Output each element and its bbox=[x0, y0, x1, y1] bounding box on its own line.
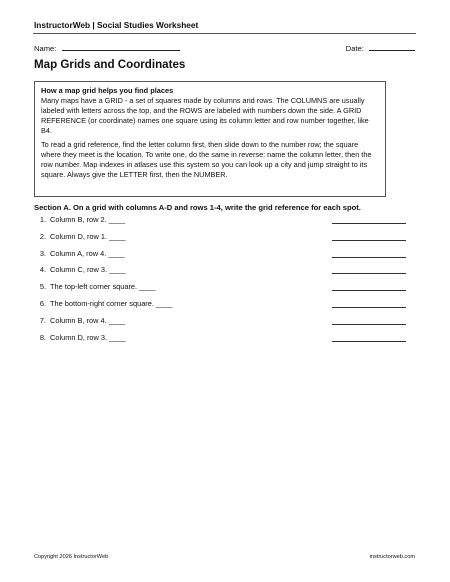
answer-blank[interactable] bbox=[332, 273, 406, 274]
question-item bbox=[36, 248, 406, 260]
answer-blank[interactable] bbox=[332, 341, 406, 342]
name-label: Name: bbox=[34, 44, 57, 53]
header-divider bbox=[33, 33, 416, 34]
question-number: 5. bbox=[39, 282, 46, 291]
question-number: 2. bbox=[39, 232, 46, 241]
date-field bbox=[346, 42, 415, 53]
question-number: 1. bbox=[39, 215, 46, 224]
answer-blank[interactable] bbox=[332, 307, 406, 308]
section-a-heading: Section A. On a grid with columns A-D and rows 1-4, write the grid reference for each spot. bbox=[34, 203, 361, 212]
question-item bbox=[36, 214, 406, 226]
question-text: Column C, row 3. ____ bbox=[50, 265, 126, 274]
info-paragraph: To read a grid reference, find the letter column first, then slide down to the number row; the square where they meet is the location. To write one, do the same in reverse: name the column letter, then the row number. Map indexes in atlases use this system so you can look up a city and jump straight to its square. Always give the LETTER first, then the NUMBER. bbox=[41, 140, 372, 179]
question-number: 8. bbox=[39, 333, 46, 342]
question-item bbox=[36, 332, 406, 344]
date-label: Date: bbox=[345, 44, 364, 53]
question-number: 7. bbox=[39, 316, 46, 325]
date-blank[interactable] bbox=[369, 42, 415, 51]
info-heading: How a map grid helps you find places bbox=[41, 86, 174, 95]
answer-blank[interactable] bbox=[332, 324, 406, 325]
name-blank[interactable] bbox=[62, 42, 180, 51]
question-text: The top-left corner square. ____ bbox=[50, 282, 156, 291]
question-text: Column A, row 4. ____ bbox=[50, 249, 125, 258]
question-text: Column B, row 2. ____ bbox=[50, 215, 126, 224]
name-field bbox=[34, 42, 180, 53]
question-text: Column D, row 3. ____ bbox=[50, 333, 126, 342]
footer-site-link[interactable]: instructorweb.com bbox=[369, 554, 415, 560]
question-text: Column B, row 4. ____ bbox=[50, 316, 126, 325]
info-paragraph: Many maps have a GRID - a set of squares made by columns and rows. The COLUMNS are usually labeled with letters across the top, and the ROWS are labeled with numbers down the side. A GRID REFERENCE (or coordinate) names one square using its column letter and row number together, like B4. bbox=[41, 96, 369, 135]
question-text: The bottom-right corner square. ____ bbox=[50, 299, 173, 308]
question-item bbox=[36, 315, 406, 327]
answer-blank[interactable] bbox=[332, 257, 406, 258]
answer-blank[interactable] bbox=[332, 240, 406, 241]
question-item bbox=[36, 298, 406, 310]
page-title: Map Grids and Coordinates bbox=[34, 58, 186, 71]
question-text: Column D, row 1. ____ bbox=[50, 232, 126, 241]
question-number: 4. bbox=[39, 265, 46, 274]
question-number: 3. bbox=[39, 249, 46, 258]
footer-copyright: Copyright 2026 InstructorWeb bbox=[34, 554, 109, 560]
header-title: InstructorWeb | Social Studies Worksheet bbox=[34, 20, 199, 30]
info-box bbox=[34, 81, 386, 197]
question-number: 6. bbox=[39, 299, 46, 308]
answer-blank[interactable] bbox=[332, 223, 406, 224]
question-item bbox=[36, 231, 406, 243]
question-item bbox=[36, 281, 406, 293]
question-item bbox=[36, 264, 406, 276]
answer-blank[interactable] bbox=[332, 290, 406, 291]
